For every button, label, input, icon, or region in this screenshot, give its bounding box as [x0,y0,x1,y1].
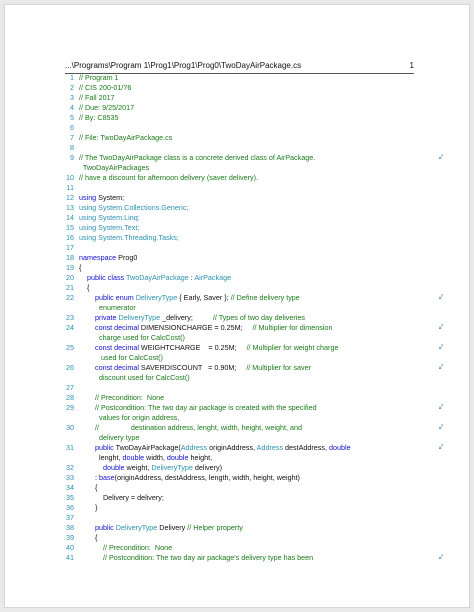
code-token: using System.Linq; [79,213,140,222]
code-token: // Due: 9/25/2017 [79,103,135,112]
line-number: 38 [66,523,74,532]
line-wrap-icon: ⤦ [439,154,443,161]
code-token: DeliveryType [118,313,161,322]
code-token: SAVERDISCOUNT = 0.90M; [140,363,247,372]
document-page [4,4,470,608]
code-line [57,393,425,403]
code-line [57,283,425,293]
code-line [57,453,425,463]
code-token: : [79,473,99,482]
code-token: weight, [124,463,152,472]
code-token: double [122,453,145,462]
code-token: // Helper property [187,523,243,532]
code-line [57,203,425,213]
line-wrap-icon: ⤦ [439,294,443,301]
code-text [79,313,305,323]
code-token: lenght, [79,453,123,462]
code-line [57,493,425,503]
code-line [57,433,425,443]
code-token: // Fall 2017 [79,93,115,102]
code-text [79,353,163,363]
code-token: AirPackage [194,273,232,282]
code-line [57,333,425,343]
code-text [79,393,164,403]
code-text [79,373,190,383]
line-number: 39 [66,533,74,542]
line-number: 40 [66,543,74,552]
code-token: const decimal [79,343,141,352]
line-number: 7 [70,133,74,142]
line-number: 3 [70,93,74,102]
code-token: double [166,453,189,462]
code-token: public [79,523,116,532]
line-wrap-icon: ⤦ [439,424,443,431]
page-number: 1 [409,61,414,70]
code-line [57,353,425,363]
code-line [57,123,425,133]
code-line [57,313,425,323]
code-token: private [79,313,119,322]
code-text [79,443,351,453]
code-line [57,343,443,353]
code-token: double [79,463,125,472]
line-number: 31 [66,443,74,452]
line-wrap-icon: ⤦ [439,364,443,371]
code-line [57,413,425,423]
code-token: using [79,193,97,202]
code-token: // The TwoDayAirPackage class is a concrete derived class of AirPackage. [79,153,316,162]
code-token: _delivery; [160,313,213,322]
code-line [57,523,425,533]
code-token: // CIS 200-01/76 [79,83,132,92]
line-number: 19 [66,263,74,272]
code-line [57,423,443,433]
code-token: { [79,263,82,272]
code-token: charge used for CalcCost() [79,333,185,342]
code-token: TwoDayAirPackage( [115,443,181,452]
code-token: using System.Collections.Generic; [79,203,189,212]
code-line [57,533,425,543]
code-line [57,173,425,183]
code-text [79,493,164,503]
line-number: 24 [66,323,74,332]
code-line [57,543,425,553]
code-line [57,223,425,233]
code-token: DeliveryType [115,523,158,532]
code-text [79,323,332,333]
code-text [79,113,119,123]
line-number: 41 [66,553,74,562]
code-line [57,83,425,93]
code-line [57,503,425,513]
code-line [57,383,425,393]
code-token: enumerator [79,303,136,312]
code-text [79,553,313,563]
code-text [79,163,149,173]
code-line [57,243,425,253]
code-line [57,113,425,123]
code-text [79,303,136,313]
code-line [57,153,443,163]
code-token: public enum [79,293,136,302]
code-token: (originAddress, destAddress, length, width, height, weight) [114,473,300,482]
code-token: { Early, Saver }; [177,293,231,302]
code-text [79,233,179,243]
code-token: System; [96,193,125,202]
code-line [57,483,425,493]
code-line [57,193,425,203]
code-token: width, [144,453,167,462]
code-token: destAddress, [283,443,329,452]
code-token: values for origin address, [79,413,180,422]
line-wrap-icon: ⤦ [439,444,443,451]
code-text [79,533,97,543]
code-line [57,403,443,413]
code-text [79,93,115,103]
code-token: discount used for CalcCost() [79,373,190,382]
code-text [79,453,212,463]
code-line [57,473,425,483]
code-token: delivery) [192,463,223,472]
line-number: 37 [66,513,74,522]
line-number: 12 [66,193,74,202]
line-number: 32 [66,463,74,472]
code-text [79,463,222,473]
code-token: DIMENSIONCHARGE = 0.25M; [140,323,253,332]
code-token: // Multiplier for saver [246,363,312,372]
code-token: // Types of two day deliveries [212,313,305,322]
code-token: : [188,273,195,282]
line-number: 33 [66,473,74,482]
code-token: Address [256,443,284,452]
code-token: DeliveryType [135,293,178,302]
code-text [79,153,315,163]
line-number: 2 [70,83,74,92]
code-line [57,73,425,83]
code-token: Prog0 [116,253,138,262]
code-token: // By: C8535 [79,113,119,122]
code-token: using System.Threading.Tasks; [79,233,179,242]
code-token: } [79,503,98,512]
line-number: 5 [70,113,74,122]
line-number: 18 [66,253,74,262]
code-line [57,273,425,283]
line-number: 21 [66,283,74,292]
code-line [57,233,425,243]
code-text [79,543,172,553]
line-wrap-icon: ⤦ [439,404,443,411]
line-number: 34 [66,483,74,492]
line-wrap-icon: ⤦ [439,324,443,331]
line-number: 28 [66,393,74,402]
code-token: // Postcondition: The two day air package is created with the specified [79,403,317,412]
code-token: used for CalcCost() [79,353,163,362]
code-line [57,263,425,273]
code-text [79,363,311,373]
code-text [79,273,231,283]
code-line [57,553,443,563]
code-line [57,323,443,333]
code-token: DeliveryType [151,463,193,472]
code-line [57,143,425,153]
code-text [79,133,172,143]
code-text [79,433,139,443]
code-token: // File: TwoDayAirPackage.cs [79,133,173,142]
code-token: // Multiplier for weight charge [246,343,339,352]
code-token: using System.Text; [79,223,140,232]
line-number: 35 [66,493,74,502]
line-number: 9 [70,153,74,162]
code-token: // Postcondition: The two day air package's delivery type has been [79,553,314,562]
line-wrap-icon: ⤦ [439,344,443,351]
code-line [57,163,425,173]
line-number: 11 [66,183,74,192]
code-token: WEIGHTCHARGE = 0.25M; [140,343,247,352]
code-line [57,133,425,143]
code-text [79,503,97,513]
code-text [79,83,131,93]
code-line [57,303,425,313]
line-number: 23 [66,313,74,322]
code-text [79,413,179,423]
line-number: 36 [66,503,74,512]
code-text [79,343,338,353]
code-token: Address [180,443,208,452]
code-text [79,193,124,203]
line-number: 1 [70,73,74,82]
code-token: double [329,443,351,452]
file-path: ...\Programs\Program 1\Prog1\Prog1\Prog0\TwoDayAirPackage.cs [65,61,302,70]
code-token: TwoDayAirPackages [79,163,150,172]
code-text [79,293,300,303]
code-text [79,103,134,113]
code-token: Delivery = delivery; [79,493,164,502]
code-listing [57,73,443,563]
code-token: height, [188,453,213,462]
code-token: { [79,283,90,292]
code-token: { [79,533,98,542]
code-text [79,223,139,233]
code-text [79,283,89,293]
line-number: 15 [66,223,74,232]
line-number: 8 [70,143,74,152]
line-number: 26 [66,363,74,372]
code-line [57,463,425,473]
code-token: const decimal [79,363,141,372]
code-text [79,203,188,213]
line-number: 27 [66,383,74,392]
code-line [57,93,425,103]
line-number: 16 [66,233,74,242]
line-number: 30 [66,423,74,432]
code-text [79,173,258,183]
line-number: 29 [66,403,74,412]
code-token: delivery type [79,433,140,442]
code-token: // Program 1 [79,73,119,82]
code-token: // Define delivery type [230,293,300,302]
line-number: 4 [70,103,74,112]
code-line [57,293,443,303]
code-line [57,443,443,453]
code-line [57,213,425,223]
line-number: 20 [66,273,74,282]
line-number: 22 [66,293,74,302]
code-text [79,213,140,223]
code-line [57,103,425,113]
code-text [79,73,119,83]
line-number: 14 [66,213,74,222]
code-text [79,403,317,413]
code-token: base [98,473,115,482]
code-line [57,183,425,193]
code-line [57,363,443,373]
code-text [79,333,185,343]
code-text [79,423,302,433]
line-number: 25 [66,343,74,352]
code-token: // destination address, lenght, width, height, weight, and [79,423,302,432]
code-line [57,373,425,383]
code-text [79,473,300,483]
code-line [57,513,425,523]
code-token: namespace [79,253,117,262]
line-number: 17 [66,243,74,252]
line-number: 10 [66,173,74,182]
line-number: 13 [66,203,74,212]
code-line [57,253,425,263]
code-token: // have a discount for afternoon delivery (saver delivery). [79,173,258,182]
code-token: originAddress, [207,443,257,452]
code-token: public class [79,273,127,282]
code-token: // Multiplier for dimension [252,323,333,332]
code-token: // Precondition: None [79,543,173,552]
code-text [79,263,81,273]
code-token: TwoDayAirPackage [126,273,189,282]
code-token: // Precondition: None [79,393,165,402]
code-text [79,483,97,493]
code-text [79,523,243,533]
line-wrap-icon: ⤦ [439,554,443,561]
code-token: public [79,443,116,452]
code-text [79,253,137,263]
code-token: Delivery [157,523,188,532]
code-token: const decimal [79,323,141,332]
code-token: { [79,483,98,492]
line-number: 6 [70,123,74,132]
